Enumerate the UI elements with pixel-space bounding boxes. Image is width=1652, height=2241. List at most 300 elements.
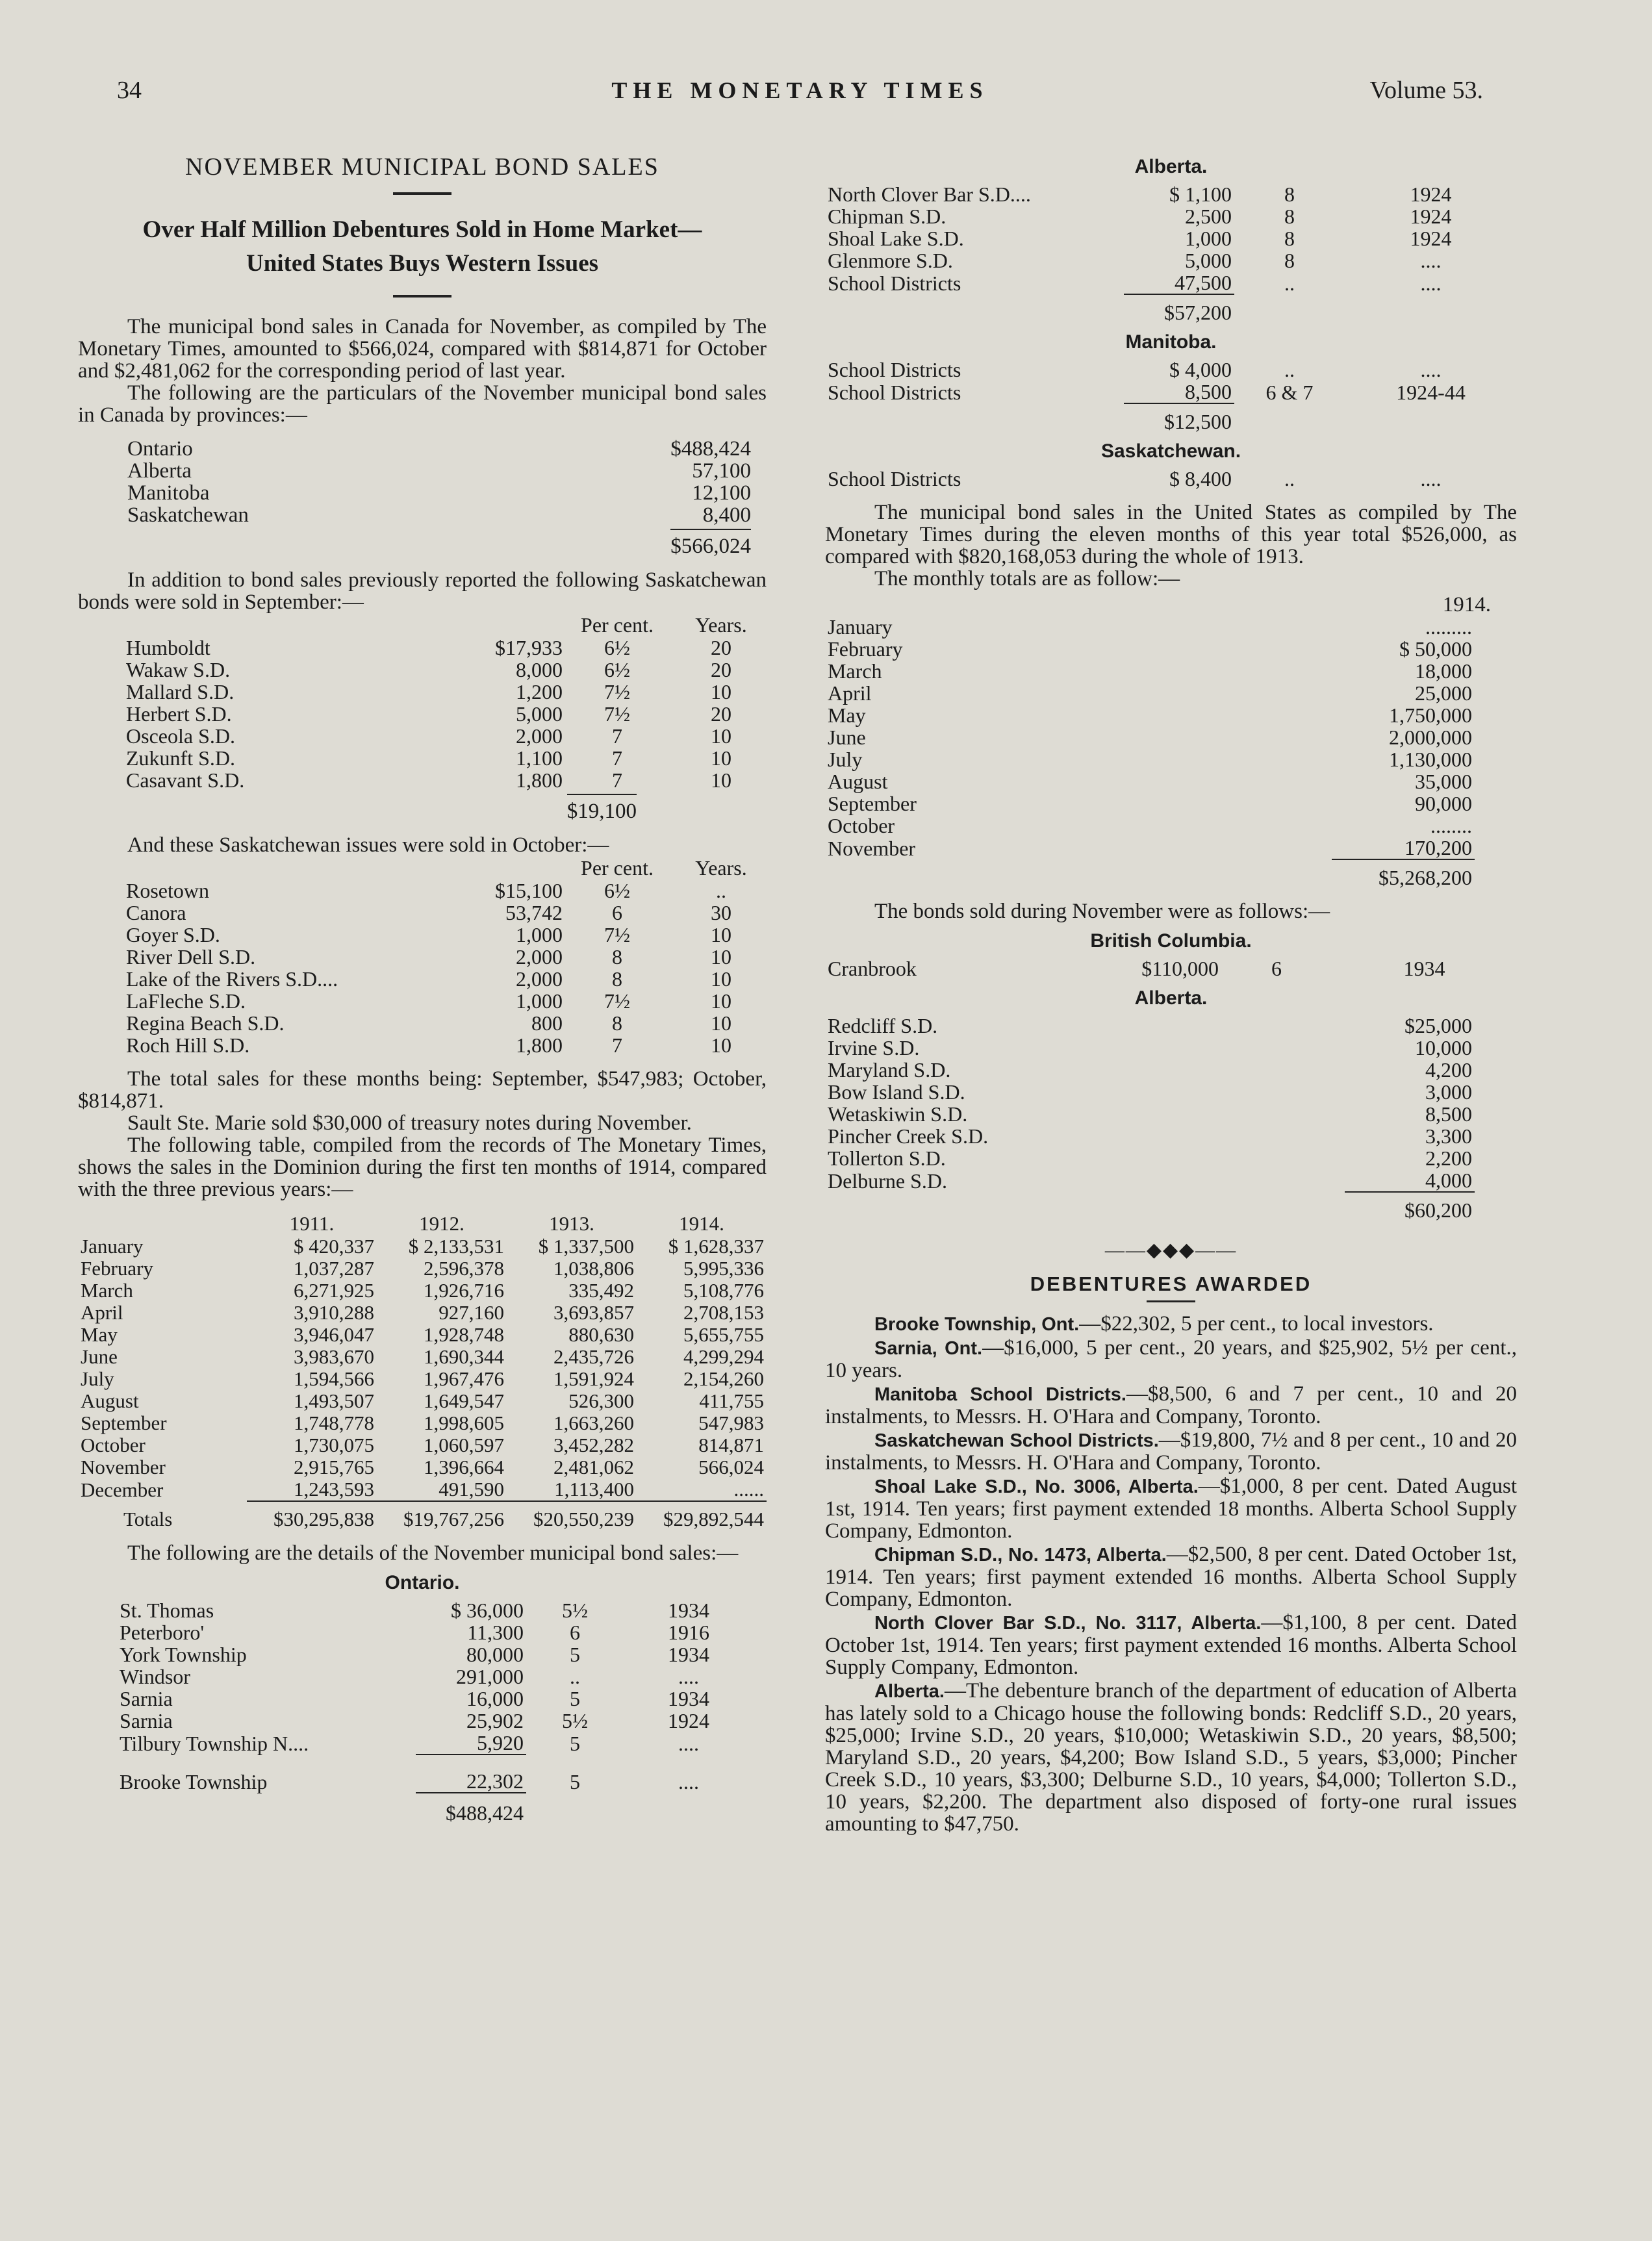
list-item-name: St. Thomas — [120, 1599, 214, 1622]
month-value: 2,915,765 — [294, 1456, 374, 1478]
list-item-year: .. — [716, 879, 726, 902]
award-heading: Brooke Township, Ont. — [874, 1314, 1080, 1335]
list-item-amount: $ 8,400 — [1169, 467, 1232, 490]
month-value: 1,130,000 — [1389, 748, 1472, 771]
list-item-percent: 7 — [612, 768, 622, 792]
month-label: April — [828, 681, 872, 705]
list-item-year: 10 — [711, 967, 731, 991]
month-value: $ 1,337,500 — [538, 1235, 634, 1258]
details-intro: The following are the details of the November municipal bond sales:— — [127, 1541, 739, 1565]
list-item-name: Maryland S.D. — [828, 1058, 951, 1082]
list-item-percent: 6 & 7 — [1265, 380, 1314, 404]
list-item-percent: 7½ — [604, 702, 630, 726]
province-amount: $488,424 — [670, 437, 751, 461]
provinces-intro: The following are the particulars of the November municipal bond sales in Canada by provinces:— — [78, 381, 767, 427]
table-row — [117, 1732, 754, 1754]
list-item-name: Tilbury Township N.... — [120, 1731, 309, 1755]
list-item-name: Sarnia — [120, 1687, 173, 1710]
list-item-percent: 5 — [570, 1731, 580, 1755]
table-row — [78, 1412, 767, 1434]
list-item-amount: 11,300 — [467, 1621, 524, 1644]
total-1913: $20,550,239 — [507, 1501, 637, 1530]
list-item-amount: 5,000 — [1185, 249, 1232, 272]
month-label: June — [828, 726, 866, 749]
alberta-table — [825, 183, 1517, 323]
right-column — [825, 156, 1517, 1836]
article-deck-line-2: United States Buys Western Issues — [246, 250, 599, 277]
list-item-name: Humboldt — [126, 636, 210, 659]
list-item-year: .... — [678, 1665, 699, 1688]
list-item-name: Delburne S.D. — [828, 1169, 947, 1193]
september-total: $19,100 — [567, 794, 637, 822]
alberta-us-total: $60,200 — [1345, 1192, 1475, 1221]
list-item-name: Peterboro' — [120, 1621, 205, 1644]
province-amount: 8,400 — [702, 503, 751, 527]
month-label: October — [828, 814, 895, 837]
totals-paragraph: The total sales for these months being: September, $547,983; October, $814,871. — [78, 1067, 767, 1113]
month-value: 526,300 — [568, 1389, 634, 1412]
list-item-percent: 7 — [612, 746, 622, 770]
list-item-year: 10 — [711, 680, 731, 703]
list-item-name: LaFleche S.D. — [126, 989, 246, 1013]
month-label: October — [81, 1434, 146, 1456]
list-item-percent: 8 — [612, 945, 622, 969]
volume-label: Volume 53. — [1369, 77, 1483, 104]
section-ornament: ——◆◆◆—— — [1104, 1239, 1238, 1261]
manitoba-total: $12,500 — [1124, 403, 1234, 433]
month-label: September — [828, 792, 917, 815]
table-row — [123, 703, 773, 725]
list-item-amount: 8,500 — [1425, 1102, 1472, 1126]
list-item-percent: .. — [570, 1665, 580, 1688]
month-value: 4,299,294 — [683, 1345, 764, 1368]
list-item-name: Lake of the Rivers S.D.... — [126, 967, 338, 991]
award-paragraph — [825, 1383, 1517, 1428]
list-item-amount: 16,000 — [466, 1687, 524, 1710]
october-table — [123, 856, 773, 1056]
list-item-amount: 53,742 — [505, 901, 563, 924]
award-text: —$19,800, 7½ and 8 per cent., 10 and 20 instalments, to Messrs. H. O'Hara and Company, Toronto. — [825, 1428, 1517, 1475]
list-item-year: .... — [678, 1769, 699, 1793]
table-row — [117, 1665, 754, 1688]
list-item-name: School Districts — [828, 358, 961, 381]
award-text: —$16,000, 5 per cent., 20 years, and $25,902, 5½ per cent., 10 years. — [825, 1336, 1517, 1382]
list-item-amount: 10,000 — [1415, 1036, 1472, 1059]
list-item-amount: 800 — [531, 1011, 563, 1035]
list-item-name: Regina Beach S.D. — [126, 1011, 285, 1035]
month-value: 1,690,344 — [424, 1345, 504, 1368]
province-row — [127, 504, 751, 526]
month-value: ........ — [1430, 814, 1472, 837]
month-label: August — [828, 770, 888, 793]
month-label: November — [81, 1456, 166, 1478]
list-item-name: Mallard S.D. — [126, 680, 235, 703]
list-item-amount: 2,000 — [516, 967, 563, 991]
month-label: January — [81, 1235, 144, 1258]
table-row — [117, 1643, 754, 1665]
month-value: 1,493,507 — [294, 1389, 374, 1412]
month-value: 547,983 — [698, 1412, 764, 1434]
debentures-rule — [1147, 1300, 1195, 1302]
month-value: 2,154,260 — [683, 1367, 764, 1390]
month-label: April — [81, 1301, 123, 1324]
list-item-year: 1924-44 — [1396, 380, 1466, 404]
table-row — [825, 682, 1475, 704]
table-row — [825, 1125, 1475, 1147]
list-item-percent: 6½ — [604, 658, 630, 681]
list-item-amount: 1,800 — [516, 768, 563, 792]
list-item-name: Bow Island S.D. — [828, 1080, 965, 1104]
list-item-amount: 2,500 — [1185, 205, 1232, 228]
month-value: 1,649,547 — [424, 1389, 504, 1412]
month-label: July — [81, 1367, 114, 1390]
province-row — [127, 438, 751, 460]
list-item-amount: 1,100 — [516, 746, 563, 770]
list-item-year: 20 — [711, 636, 731, 659]
list-item-name: Casavant S.D. — [126, 768, 245, 792]
list-item-amount: 291,000 — [456, 1665, 524, 1688]
table-row — [825, 616, 1475, 638]
award-heading: Chipman S.D., No. 1473, Alberta. — [874, 1545, 1167, 1565]
ontario-total: $488,424 — [446, 1801, 524, 1825]
list-item-percent: 8 — [1284, 227, 1295, 250]
table-row — [117, 1710, 754, 1732]
article-deck-line-1: Over Half Million Debentures Sold in Home Market— — [142, 216, 702, 243]
month-value: 2,481,062 — [553, 1456, 634, 1478]
month-label: September — [81, 1412, 167, 1434]
month-value: 6,271,925 — [294, 1279, 374, 1302]
list-item-amount: 1,000 — [516, 923, 563, 946]
month-value: 566,024 — [698, 1456, 764, 1478]
month-value: 1,998,605 — [424, 1412, 504, 1434]
list-item-name: Brooke Township — [120, 1769, 268, 1793]
list-item-year: 10 — [711, 724, 731, 748]
month-value: 335,492 — [568, 1279, 634, 1302]
list-item-name: Irvine S.D. — [828, 1036, 920, 1059]
table-row — [825, 1103, 1475, 1125]
list-item-percent: 5 — [570, 1643, 580, 1666]
list-item-amount: 3,000 — [1425, 1080, 1472, 1104]
table-row — [825, 1037, 1475, 1059]
award-heading: Sarnia, Ont. — [874, 1338, 983, 1359]
list-item-percent: .. — [1284, 358, 1295, 381]
list-item-year: 1924 — [668, 1709, 709, 1732]
table-row — [123, 769, 773, 791]
list-item-amount: $17,933 — [495, 636, 563, 659]
table-row — [123, 924, 773, 946]
list-item-name: Osceola S.D. — [126, 724, 235, 748]
list-item-name: Tollerton S.D. — [828, 1146, 946, 1170]
list-item-year: 10 — [711, 1033, 731, 1057]
ontario-table — [117, 1599, 754, 1824]
month-value: 880,630 — [568, 1323, 634, 1346]
province-name: Ontario — [127, 437, 193, 461]
list-item-percent: 7 — [612, 724, 622, 748]
list-item-percent: 6½ — [604, 636, 630, 659]
table-row — [825, 1169, 1475, 1192]
list-item-amount: 2,000 — [516, 724, 563, 748]
list-item-percent: 5 — [570, 1769, 580, 1793]
month-value: 1,928,748 — [424, 1323, 504, 1346]
month-value: 1,594,566 — [294, 1367, 374, 1390]
list-item-name: Pincher Creek S.D. — [828, 1124, 989, 1148]
month-value: 1,113,400 — [554, 1478, 634, 1500]
list-item-amount: $110,000 — [1141, 957, 1219, 980]
month-value: $ 1,628,337 — [668, 1235, 764, 1258]
list-item-percent: 7½ — [604, 923, 630, 946]
award-paragraph — [825, 1680, 1517, 1835]
month-value: 1,730,075 — [294, 1434, 374, 1456]
year-header: 1913. — [549, 1212, 594, 1235]
table-row — [825, 1015, 1475, 1037]
us-monthly-intro: The monthly totals are as follow:— — [874, 567, 1180, 590]
month-value: 1,396,664 — [424, 1456, 504, 1478]
month-value: 35,000 — [1415, 770, 1472, 793]
month-value: $ 420,337 — [294, 1235, 374, 1258]
list-item-percent: 7 — [612, 1033, 622, 1057]
table-row — [825, 1147, 1475, 1169]
table-row — [123, 968, 773, 990]
list-item-amount: $15,100 — [495, 879, 563, 902]
table-row — [117, 1688, 754, 1710]
list-item-amount: 1,800 — [516, 1033, 563, 1057]
list-item-amount: 80,000 — [466, 1643, 524, 1666]
list-item-year: 1934 — [668, 1643, 709, 1666]
table-row — [123, 725, 773, 747]
left-column — [78, 149, 767, 1824]
list-item-year: 1924 — [1410, 183, 1452, 206]
award-heading: Shoal Lake S.D., No. 3006, Alberta. — [874, 1476, 1199, 1497]
british-columbia-table — [825, 957, 1517, 980]
award-heading: Saskatchewan School Districts. — [874, 1430, 1159, 1451]
month-label: February — [828, 637, 903, 661]
award-paragraph — [825, 1429, 1517, 1474]
month-value: ...... — [733, 1478, 764, 1500]
year-header: 1912. — [419, 1212, 464, 1235]
list-item-percent: 5½ — [562, 1599, 588, 1622]
table-row — [825, 183, 1517, 205]
list-item-amount: $ 36,000 — [451, 1599, 524, 1622]
list-item-year: .... — [678, 1731, 699, 1755]
list-item-year: 30 — [711, 901, 731, 924]
month-value: 927,160 — [438, 1301, 504, 1324]
list-item-name: Chipman S.D. — [828, 205, 947, 228]
list-item-name: Goyer S.D. — [126, 923, 220, 946]
month-value: 1,243,593 — [294, 1478, 374, 1500]
list-item-percent: 6 — [612, 901, 622, 924]
month-value: 491,590 — [438, 1478, 504, 1500]
list-item-name: Zukunft S.D. — [126, 746, 235, 770]
list-item-name: Windsor — [120, 1665, 190, 1688]
list-item-year: 10 — [711, 945, 731, 969]
list-item-year: 10 — [711, 768, 731, 792]
table-row — [78, 1456, 767, 1478]
list-item-percent: 8 — [1284, 205, 1295, 228]
table-row — [123, 902, 773, 924]
table-row — [825, 726, 1475, 748]
month-label: December — [81, 1478, 164, 1501]
month-value: 1,967,476 — [424, 1367, 504, 1390]
awards-list — [825, 1313, 1517, 1835]
alberta-us-table — [825, 1015, 1475, 1221]
running-header — [117, 79, 1483, 112]
month-value: $ 2,133,531 — [408, 1235, 504, 1258]
award-paragraph — [825, 1543, 1517, 1610]
month-value: 2,000,000 — [1389, 726, 1472, 749]
table-row — [123, 681, 773, 703]
month-label: March — [828, 659, 882, 683]
table-row — [825, 272, 1517, 294]
month-label: May — [81, 1323, 118, 1346]
table-row — [825, 704, 1475, 726]
list-item-name: Glenmore S.D. — [828, 249, 953, 272]
total-1912: $19,767,256 — [377, 1501, 507, 1530]
list-item-year: 1924 — [1410, 205, 1452, 228]
table-row — [825, 1059, 1475, 1081]
list-item-name: Canora — [126, 901, 186, 924]
list-item-name: Wetaskiwin S.D. — [828, 1102, 968, 1126]
award-text: —$2,500, 8 per cent. Dated October 1st, 1914. Ten years; first payment extended 16 months. Alberta School Supply Company, Edmonton. — [825, 1543, 1517, 1611]
list-item-percent: 5 — [570, 1687, 580, 1710]
total-1914: $29,892,544 — [637, 1501, 767, 1530]
list-item-year: .... — [1420, 249, 1442, 272]
alberta-heading: Alberta. — [1134, 156, 1208, 177]
list-item-year: 10 — [711, 1011, 731, 1035]
month-value: 1,748,778 — [294, 1412, 374, 1434]
us-paragraph: The municipal bond sales in the United States as compiled by The Monetary Times during the eleven months of this year total $526,000, as compared with $820,168,053 during the whole of 1913. — [825, 501, 1517, 568]
province-row — [127, 482, 751, 504]
table-row — [825, 249, 1517, 272]
list-item-percent: .. — [1284, 271, 1295, 295]
list-item-year: 20 — [711, 702, 731, 726]
list-item-amount: $ 4,000 — [1169, 358, 1232, 381]
month-value: 3,983,670 — [294, 1345, 374, 1368]
table-row — [825, 468, 1517, 490]
list-item-name: Herbert S.D. — [126, 702, 232, 726]
table-intro: The following table, compiled from the records of The Monetary Times, shows the sales in the Dominion during the first ten months of 1914, compared with the three previous years:— — [78, 1133, 767, 1201]
month-label: May — [828, 703, 866, 727]
list-item-year: .... — [1420, 467, 1442, 490]
list-item-amount: 25,902 — [466, 1709, 524, 1732]
list-item-name: Shoal Lake S.D. — [828, 227, 964, 250]
provinces-list — [78, 438, 767, 526]
list-item-amount: $25,000 — [1404, 1014, 1472, 1037]
list-item-name: River Dell S.D. — [126, 945, 256, 969]
list-item-name: Sarnia — [120, 1709, 173, 1732]
award-heading: Alberta. — [874, 1681, 945, 1702]
award-heading: Manitoba School Districts. — [874, 1384, 1126, 1405]
total-1911: $30,295,838 — [247, 1501, 377, 1530]
list-item-name: School Districts — [828, 271, 961, 295]
list-item-year: 1934 — [1403, 957, 1445, 980]
table-row — [825, 660, 1475, 682]
province-row — [127, 460, 751, 482]
table-row — [78, 1280, 767, 1302]
month-value: $ 50,000 — [1399, 637, 1472, 661]
us-year-label: 1914. — [1442, 593, 1491, 616]
table-row — [123, 747, 773, 769]
list-item-name: North Clover Bar S.D.... — [828, 183, 1031, 206]
table-row — [825, 748, 1475, 770]
month-label: July — [828, 748, 863, 771]
month-label: November — [828, 836, 916, 860]
month-value: 3,693,857 — [553, 1301, 634, 1324]
list-item-amount: 8,500 — [1185, 380, 1232, 403]
table-row — [78, 1434, 767, 1456]
month-value: 1,038,806 — [553, 1257, 634, 1280]
month-value: 5,995,336 — [683, 1257, 764, 1280]
month-value: ......... — [1425, 615, 1472, 639]
month-value: 90,000 — [1415, 792, 1472, 815]
intro-paragraph: The municipal bond sales in Canada for November, as compiled by The Monetary Times, amounted to $566,024, compared with $814,871 for October and $2,481,062 for the corresponding period of last year. — [78, 315, 767, 383]
month-label: August — [81, 1389, 139, 1412]
list-item-amount: 5,920 — [477, 1731, 524, 1754]
month-value: 5,108,776 — [683, 1279, 764, 1302]
table-row — [78, 1258, 767, 1280]
list-item-percent: 7½ — [604, 680, 630, 703]
november-bonds-intro: The bonds sold during November were as follows:— — [874, 900, 1330, 923]
award-paragraph — [825, 1612, 1517, 1678]
september-intro: In addition to bond sales previously reported the following Saskatchewan bonds were sold in September:— — [78, 568, 767, 614]
list-item-year: 1916 — [668, 1621, 709, 1644]
alberta-total: $57,200 — [1124, 294, 1234, 323]
table-row — [123, 946, 773, 968]
table-row — [78, 1368, 767, 1390]
award-paragraph — [825, 1313, 1517, 1336]
page-number: 34 — [117, 77, 142, 104]
list-item-percent: 8 — [1284, 249, 1295, 272]
manitoba-heading: Manitoba. — [1125, 331, 1217, 353]
list-item-name: Redcliff S.D. — [828, 1014, 938, 1037]
list-item-amount: 4,000 — [1425, 1169, 1472, 1192]
list-item-amount: 1,000 — [1185, 227, 1232, 250]
table-row — [123, 990, 773, 1012]
saskatchewan-heading: Saskatchewan. — [1100, 440, 1241, 462]
province-name: Alberta — [127, 459, 192, 483]
years-header: Years. — [695, 856, 747, 880]
list-item-percent: 6½ — [604, 879, 630, 902]
list-item-name: Roch Hill S.D. — [126, 1033, 250, 1057]
award-heading: North Clover Bar S.D., No. 3117, Alberta. — [874, 1613, 1262, 1634]
us-total: $5,268,200 — [1332, 859, 1475, 889]
list-item-amount: 2,200 — [1425, 1146, 1472, 1170]
article-title: NOVEMBER MUNICIPAL BOND SALES — [185, 153, 659, 181]
list-item-amount: 2,000 — [516, 945, 563, 969]
month-value: 170,200 — [1404, 836, 1472, 859]
list-item-year: .... — [1420, 271, 1442, 295]
list-item-name: School Districts — [828, 467, 961, 490]
percent-header: Per cent. — [581, 856, 654, 880]
list-item-year: 1934 — [668, 1687, 709, 1710]
provinces-total: $566,024 — [670, 529, 751, 557]
list-item-year: 10 — [711, 746, 731, 770]
table-row — [123, 1034, 773, 1056]
award-text: —$1,000, 8 per cent. Dated August 1st, 1914. Ten years; first payment extended 18 months. Alberta School Supply Company, Edmonton. — [825, 1475, 1517, 1543]
table-row — [123, 1012, 773, 1034]
table-row — [825, 359, 1517, 381]
table-row — [117, 1599, 754, 1621]
list-item-percent: .. — [1284, 467, 1295, 490]
month-value: 1,750,000 — [1389, 703, 1472, 727]
list-item-amount: 8,000 — [516, 658, 563, 681]
award-paragraph — [825, 1475, 1517, 1542]
month-value: 3,910,288 — [294, 1301, 374, 1324]
list-item-name: Rosetown — [126, 879, 209, 902]
table-row — [825, 815, 1475, 837]
dominion-sales-table — [78, 1212, 767, 1530]
title-rule — [393, 192, 451, 195]
table-row — [123, 880, 773, 902]
